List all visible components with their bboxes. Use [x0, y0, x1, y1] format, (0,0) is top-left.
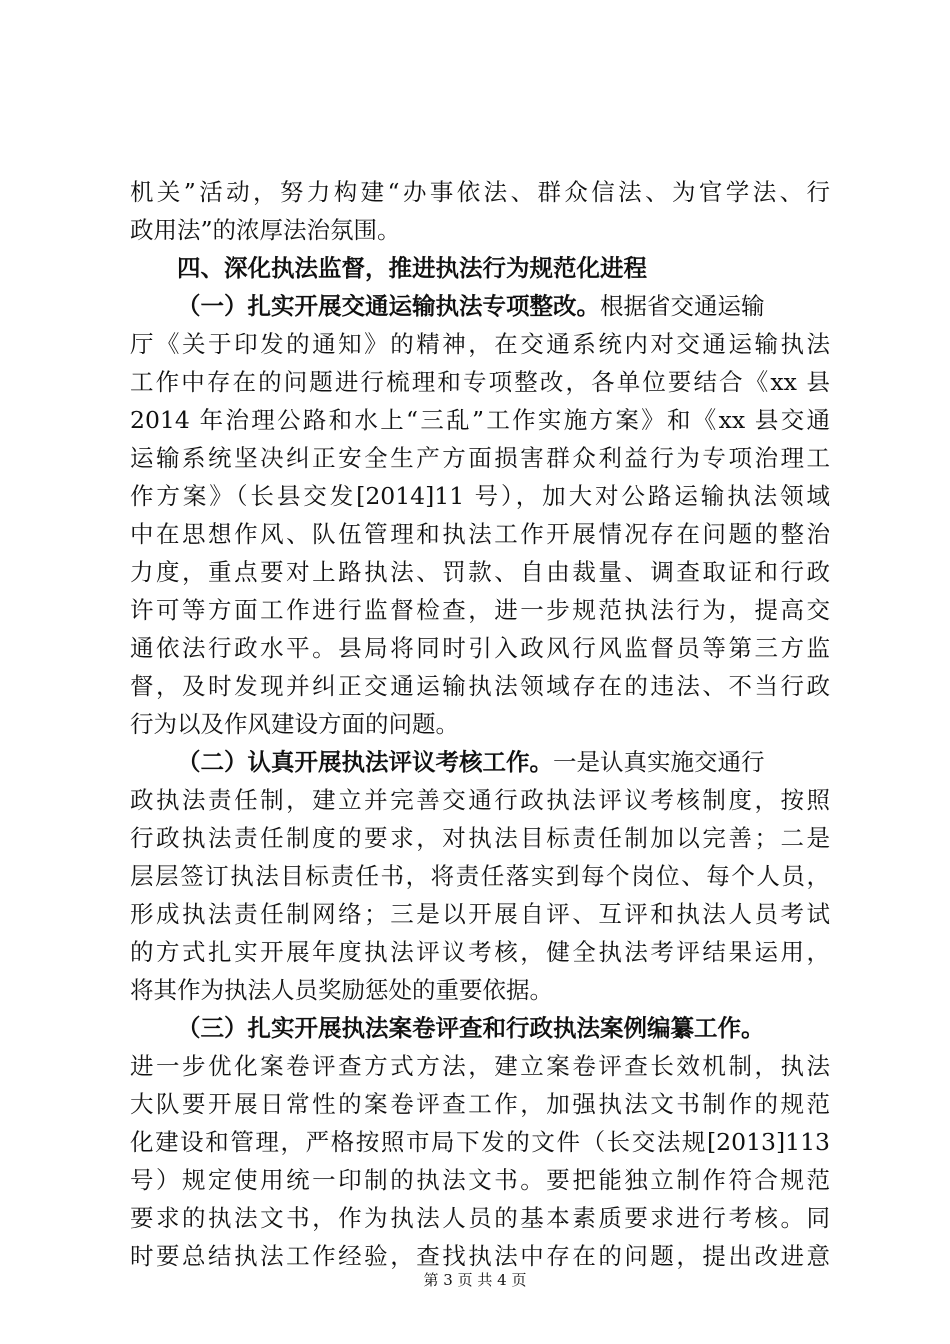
subsection-heading: （二）认真开展执法评议考核工作。 — [177, 748, 553, 776]
text-run: 一是认真实施交通行 — [553, 748, 765, 776]
text-line: 通依法行政水平。县局将同时引入政风行风监督员等第三方监 — [130, 634, 830, 662]
paragraph-first-line — [130, 286, 830, 326]
text-line: 行为以及作风建设方面的问题。 — [130, 710, 459, 738]
subsection-heading: （一）扎实开展交通运输执法专项整改。 — [177, 292, 600, 320]
text-line: 工作中存在的问题进行梳理和专项整改，各单位要结合《xx 县 — [130, 368, 830, 396]
text-line: 许可等方面工作进行监督检查，进一步规范执法行为，提高交 — [130, 596, 830, 624]
text-line: 机关”活动，努力构建“办事依法、群众信法、为官学法、行 — [130, 178, 830, 206]
text-run: 根据省交通运输 — [600, 292, 765, 320]
text-line: 作方案》（长县交发[2014]11 号），加大对公路运输执法领域 — [130, 482, 830, 510]
text-line: 化建设和管理，严格按照市局下发的文件（长交法规[2013]113 — [130, 1128, 830, 1156]
text-line: 运输系统坚决纠正安全生产方面损害群众利益行为专项治理工 — [130, 444, 830, 472]
text-line: 大队要开展日常性的案卷评查工作，加强执法文书制作的规范 — [130, 1090, 830, 1118]
text-line: 政执法责任制，建立并完善交通行政执法评议考核制度，按照 — [130, 786, 830, 814]
text-line: 要求的执法文书，作为执法人员的基本素质要求进行考核。同 — [130, 1204, 830, 1232]
text-line: 进一步优化案卷评查方式方法，建立案卷评查长效机制，执法 — [130, 1052, 830, 1080]
page-footer: 第 3 页 共 4 页 — [423, 1271, 527, 1289]
text-line: 形成执法责任制网络；三是以开展自评、互评和执法人员考试 — [130, 900, 830, 928]
text-line: 督，及时发现并纠正交通运输执法领域存在的违法、不当行政 — [130, 672, 830, 700]
text-line: 中在思想作风、队伍管理和执法工作开展情况存在问题的整治 — [130, 520, 830, 548]
text-line: 行政执法责任制度的要求，对执法目标责任制加以完善；二是 — [130, 824, 830, 852]
text-line: 时要总结执法工作经验，查找执法中存在的问题，提出改进意 — [130, 1242, 830, 1270]
text-line: 厅《关于印发的通知》的精神，在交通系统内对交通运输执法 — [130, 330, 830, 358]
subsection-heading: （三）扎实开展执法案卷评查和行政执法案例编纂工作。 — [177, 1014, 765, 1042]
text-line: 号）规定使用统一印制的执法文书。要把能独立制作符合规范 — [130, 1166, 830, 1194]
text-line: 的方式扎实开展年度执法评议考核，健全执法考评结果运用， — [130, 938, 830, 966]
section-heading: 四、深化执法监督，推进执法行为规范化进程 — [177, 254, 647, 282]
text-line: 层层签订执法目标责任书，将责任落实到每个岗位、每个人员， — [130, 862, 830, 890]
paragraph-first-line — [130, 742, 830, 782]
text-line: 力度，重点要对上路执法、罚款、自由裁量、调查取证和行政 — [130, 558, 830, 586]
text-line: 2014 年治理公路和水上“三乱”工作实施方案》和《xx 县交通 — [130, 406, 830, 434]
text-line: 将其作为执法人员奖励惩处的重要依据。 — [130, 976, 553, 1004]
text-line: 政用法”的浓厚法治氛围。 — [130, 216, 401, 244]
